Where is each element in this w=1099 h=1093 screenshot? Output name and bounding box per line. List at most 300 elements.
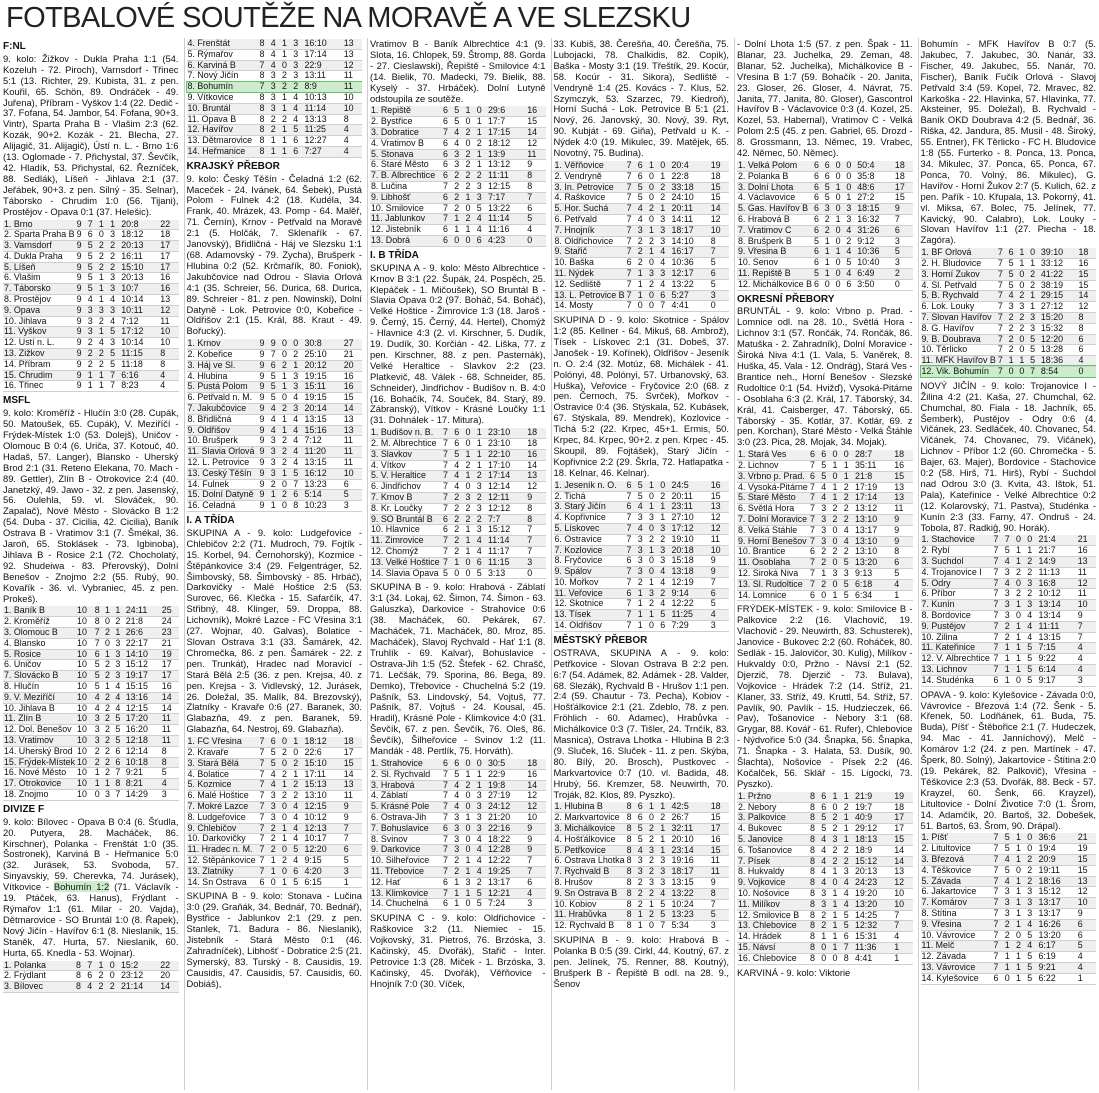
table-cell: 3 <box>659 225 670 236</box>
table-cell: 6:34 <box>854 590 893 601</box>
table-cell: 18:15 <box>856 204 894 215</box>
results-paragraph: KARVINÁ - 9. kolo: Viktorie <box>737 966 851 978</box>
table-cell: 8 <box>94 606 104 616</box>
table-cell: 25:10 <box>303 350 342 361</box>
table-cell: 4 <box>820 493 831 504</box>
table-cell: 2 <box>114 617 124 628</box>
table-cell: 6:22 <box>1037 973 1076 984</box>
table-cell: 0 <box>281 501 292 512</box>
table-cell: 3 <box>710 621 729 632</box>
table-cell: 6. Ostrava-Jih <box>370 812 442 823</box>
table-cell: 7 <box>710 247 729 258</box>
table-cell: 14. Příbram <box>3 359 76 370</box>
table-cell: 18 <box>526 759 545 769</box>
table-cell: 2 <box>1004 930 1015 941</box>
table-cell: 3 <box>845 204 856 215</box>
table-cell: 7 <box>292 479 303 490</box>
table-cell: 12. Ústí n. L. <box>3 338 76 349</box>
table-cell: 6 <box>526 877 545 888</box>
table-cell: 2 <box>104 703 114 714</box>
table-cell: 3 <box>648 513 659 524</box>
table-row <box>187 747 363 758</box>
table-cell: 4 <box>1026 941 1037 952</box>
table-cell: 8 <box>809 856 820 867</box>
table-cell: 2 <box>98 262 109 273</box>
table-cell: 5 <box>637 481 648 491</box>
table-cell: 0 <box>1015 578 1026 589</box>
table-row <box>554 204 730 215</box>
table-cell: 0 <box>1008 366 1019 377</box>
table-cell: 0 <box>824 279 835 290</box>
table-row <box>3 381 179 392</box>
table-cell: 10 <box>76 725 94 736</box>
table-cell: 8. Ludgeřovice <box>187 812 259 823</box>
table-cell: 2 <box>820 558 831 569</box>
table-cell: 0 <box>835 204 846 215</box>
table-cell: 0 <box>648 301 659 312</box>
table-cell: 1 <box>1004 952 1015 963</box>
table-row <box>370 802 546 813</box>
table-cell: 16:11 <box>120 251 159 262</box>
table-cell: 12. Široká Niva <box>737 568 809 579</box>
table-cell: 3 <box>476 182 487 193</box>
table-cell: 11 <box>1077 589 1096 600</box>
table-row <box>3 617 179 628</box>
table-cell: 12. Sedliště <box>554 279 626 290</box>
table-cell: 2 <box>270 834 281 845</box>
table-cell: 0 <box>1026 844 1037 855</box>
table-cell: 22:6 <box>303 747 342 758</box>
table-cell: 2. Sl. Rychvald <box>370 769 442 780</box>
table-cell: 14 <box>526 780 545 791</box>
table-cell: 9. Spálov <box>554 567 626 578</box>
standings-table <box>921 248 1097 378</box>
table-cell: 6:15 <box>303 877 342 888</box>
table-cell: 8 <box>809 899 820 910</box>
table-cell: 9 <box>893 536 912 547</box>
table-cell: 8 <box>809 845 820 856</box>
table-cell: 4 <box>1077 665 1096 676</box>
table-cell: 5 <box>637 824 648 835</box>
table-cell: 7 <box>259 812 270 823</box>
table-cell: 10 <box>76 606 94 616</box>
table-cell: 1 <box>1015 876 1026 887</box>
table-row <box>187 447 363 458</box>
table-cell: 2 <box>637 888 648 899</box>
table-cell: 9 <box>76 381 87 392</box>
table-cell: 1 <box>1015 632 1026 643</box>
table-cell: 4 <box>292 414 303 425</box>
table-cell: 33:12 <box>1040 259 1078 270</box>
table-cell: 11. Slavia Orlová <box>187 447 259 458</box>
table-cell: 9 <box>893 515 912 526</box>
table-cell: 2 <box>843 547 854 558</box>
table-cell: 6 <box>343 479 362 490</box>
table-cell: 2 <box>292 780 303 791</box>
table-cell: 11:11 <box>487 171 526 182</box>
table-cell: 1 <box>104 682 114 693</box>
table-cell: 9 <box>259 360 270 371</box>
table-row <box>187 791 363 802</box>
table-cell: 1 <box>843 461 854 472</box>
table-cell: 6 <box>1077 919 1096 930</box>
table-cell: 3 <box>659 556 670 567</box>
table-row <box>187 360 363 371</box>
table-cell: 16 <box>526 106 545 116</box>
table-cell: 8 <box>626 888 637 899</box>
table-row <box>3 790 179 801</box>
table-cell: 20 <box>343 360 362 371</box>
table-cell: 21 <box>161 638 179 649</box>
table-cell: 17:19 <box>854 482 893 493</box>
table-cell: 5 <box>161 768 179 779</box>
table-cell: 10. Těrlicko <box>921 345 997 356</box>
table-row <box>554 193 730 204</box>
table-cell: 11 <box>343 82 362 93</box>
table-cell: 15:13 <box>303 780 342 791</box>
table-row <box>921 557 1097 568</box>
table-cell: 6 <box>292 136 303 147</box>
table-row <box>3 971 179 982</box>
table-cell: 7:12 <box>120 316 159 327</box>
table-cell: 3. Olomouc B <box>3 628 76 639</box>
table-cell: 5. Lískovec <box>554 523 626 534</box>
table-cell: 10 <box>893 888 912 899</box>
table-cell: 9 <box>259 447 270 458</box>
table-cell: 11:14 <box>487 536 526 547</box>
table-cell: 9 <box>76 338 87 349</box>
table-row <box>737 482 913 493</box>
table-cell: 13:10 <box>854 547 893 558</box>
table-row <box>370 439 546 450</box>
table-cell: 7 <box>626 193 637 204</box>
table-cell: 4 <box>637 845 648 856</box>
table-row <box>187 737 363 747</box>
table-cell: 9 <box>526 834 545 845</box>
table-cell: 0 <box>831 536 842 547</box>
table-cell: 3 <box>1029 313 1040 324</box>
table-cell: 2 <box>648 888 659 899</box>
table-cell: 7 <box>993 930 1004 941</box>
table-cell: 6 <box>442 225 453 236</box>
table-cell: 3 <box>453 160 464 171</box>
table-cell: 16:32 <box>856 214 894 225</box>
table-cell: 1 <box>820 932 831 943</box>
table-cell: 4 <box>843 899 854 910</box>
table-cell: 7 <box>442 460 453 471</box>
table-cell: 1 <box>87 381 98 392</box>
table-cell: 4 <box>270 414 281 425</box>
table-cell: 0 <box>1015 611 1026 622</box>
table-cell: 12 <box>1078 302 1097 313</box>
table-cell: 1. Strahovice <box>370 759 442 769</box>
table-cell: 7 <box>993 621 1004 632</box>
table-cell: 6 <box>1078 345 1097 356</box>
table-cell: 8. Kr. Loučky <box>370 503 442 514</box>
table-cell: 0 <box>835 193 846 204</box>
table-cell: 6. Petřvald <box>554 214 626 225</box>
table-cell: 0 <box>281 350 292 361</box>
table-cell: 22:16 <box>487 823 526 834</box>
table-cell: 1. Velká Polom <box>737 161 813 171</box>
table-cell: 7 <box>997 366 1008 377</box>
table-cell: 18 <box>894 161 913 171</box>
table-cell: 9 <box>76 327 87 338</box>
table-cell: 7 <box>626 513 637 524</box>
table-cell: 5. Hor. Suchá <box>554 204 626 215</box>
table-row <box>187 136 363 147</box>
table-cell: 18:13 <box>854 834 893 845</box>
table-cell: 12 <box>710 214 729 225</box>
table-cell: 5 <box>476 203 487 214</box>
table-cell: 9 <box>526 160 545 171</box>
results-paragraph: Bohumín - MFK Havířov B 0:7 (5. Jakubec, 7. Jakubec, 30. Nanár, 33. Fischer, 49. Jakubec, 55. Nanár, 70. Fischer), Baník Fučík Orlová - Slavoj Petřvald 3:4 (59. Kopel, 72. Mravec, 82. Karkoška - 22. Hlavinka, 57. Hlavinka, 77. Aksteiner, 95. Doležal), B. Rychvald - Baník OKD Doubrava 4:2 (5. Bednář, 36. Riška, 42. Jandura, 85. Musil - 48. Široký, 55. Entner), FK Těrlicko - FC H. Bludovice 1:8 (55. Furterko - 8. Ponca, 13. Ponca, 34. Mikulec, 37. Ponca, 65. Ponca, 67. Ponca, 70. Volný, 86. Mikulec), G. Havířov - Horní Žukov 2:7 (5. Kulich, 62. z pen. Pařík - 10. Křupala, 13. Pokorný, 41. vl. Miksa, 67. Bolec, 75. Jelínek, 77. Kavický, 90. Calabro), Lok. Louky - Slovan Havířov 1:1 (27. Piecha - 18. Zagóra). <box>920 38 1096 246</box>
table-cell: 20:9 <box>1037 855 1076 866</box>
table-cell: 10. Žilina <box>921 632 993 643</box>
table-cell: 15:32 <box>1040 323 1078 334</box>
table-cell: 13. Klimkovice <box>370 888 442 899</box>
table-cell: 4 <box>292 436 303 447</box>
table-cell: 4 <box>659 599 670 610</box>
table-cell: 0 <box>831 579 842 590</box>
table-cell: 24:10 <box>671 193 710 204</box>
table-cell: 5 <box>453 449 464 460</box>
table-cell: 3 <box>637 556 648 567</box>
table-row <box>737 493 913 504</box>
table-cell: 4 <box>476 834 487 845</box>
table-cell: 1 <box>831 942 842 953</box>
table-cell: 7 <box>997 269 1008 280</box>
table-cell: 9:13 <box>854 568 893 579</box>
table-cell: 1 <box>843 792 854 802</box>
table-cell: 4 <box>453 780 464 791</box>
table-cell: 14:25 <box>854 910 893 921</box>
table-cell: 5 <box>1029 334 1040 345</box>
table-cell: 0 <box>659 161 670 171</box>
table-cell: 18 <box>710 802 729 812</box>
table-cell: 0 <box>648 491 659 502</box>
table-row <box>3 606 179 616</box>
table-cell: 8. Bohumín <box>187 82 259 93</box>
table-row <box>921 654 1097 665</box>
table-cell: 5 <box>813 236 824 247</box>
table-cell: 23 <box>161 628 179 639</box>
table-cell: 0 <box>464 439 475 450</box>
table-cell: 35:8 <box>856 171 894 182</box>
table-cell: 5. Rosice <box>3 649 76 660</box>
table-cell: 5. Petřkovice <box>554 845 626 856</box>
table-cell: 1 <box>648 577 659 588</box>
table-cell: 1 <box>281 414 292 425</box>
table-cell: 1 <box>292 769 303 780</box>
table-cell: 3. In. Petrovice <box>554 182 626 193</box>
table-cell: 8 <box>626 899 637 910</box>
table-cell: 14 <box>526 128 545 139</box>
table-cell: 3 <box>659 214 670 225</box>
table-row <box>3 757 179 768</box>
table-cell: 4 <box>710 610 729 621</box>
table-cell: 4 <box>114 692 124 703</box>
table-cell: 7 <box>442 128 453 139</box>
table-cell: 12:15 <box>487 182 526 193</box>
table-cell: 1 <box>114 628 124 639</box>
table-cell: 15:20 <box>1040 313 1078 324</box>
table-cell: 7 <box>442 866 453 877</box>
table-cell: 11. Třebovice <box>370 866 442 877</box>
table-cell: 12 <box>343 60 362 71</box>
table-cell: 11:16 <box>487 225 526 236</box>
table-cell: 5 <box>1026 675 1037 686</box>
table-cell: 18:17 <box>671 225 710 236</box>
table-cell: 3 <box>94 736 104 747</box>
table-row <box>554 824 730 835</box>
table-cell: 3 <box>1029 323 1040 334</box>
table-cell: 3 <box>476 192 487 203</box>
table-cell: 7 <box>809 558 820 569</box>
table-cell: 28:7 <box>854 450 893 460</box>
table-row <box>187 834 363 845</box>
table-cell: 2 <box>648 867 659 878</box>
standings-table <box>187 339 363 512</box>
table-cell: 7:24 <box>487 899 526 910</box>
table-cell: 2 <box>659 193 670 204</box>
table-cell: 2 <box>476 471 487 482</box>
table-cell: 8. Lučina <box>370 182 442 193</box>
table-cell: 7 <box>993 898 1004 909</box>
table-cell: 12:14 <box>125 746 161 757</box>
table-cell: 20 <box>159 971 178 982</box>
table-cell: 1 <box>87 370 98 381</box>
table-cell: 20:10 <box>671 834 710 845</box>
table-cell: 3 <box>453 823 464 834</box>
table-cell: 6 <box>86 971 97 982</box>
table-cell: 13:18 <box>670 567 709 578</box>
table-cell: 4 <box>843 878 854 889</box>
table-cell: 38:19 <box>1040 280 1078 291</box>
table-cell: 17 <box>159 241 178 252</box>
table-cell: 5. B. Rychvald <box>921 291 997 302</box>
table-cell: 0 <box>835 225 846 236</box>
table-cell: 2 <box>98 251 109 262</box>
table-cell: 10:17 <box>303 834 342 845</box>
table-cell: 10:40 <box>856 258 894 269</box>
table-cell: 0 <box>820 590 831 601</box>
table-cell: 2 <box>824 214 835 225</box>
table-row <box>370 547 546 558</box>
table-cell: 6 <box>813 225 824 236</box>
table-cell: 6 <box>813 171 824 182</box>
table-cell: 8 <box>259 114 270 125</box>
table-cell: 3 <box>659 236 670 247</box>
table-cell: 2 <box>98 359 109 370</box>
table-cell: 1 <box>1015 643 1026 654</box>
table-cell: 4 <box>292 425 303 436</box>
table-cell: 11 <box>161 725 179 736</box>
table-cell: 2 <box>843 493 854 504</box>
table-cell: 4. Trojanovice I <box>921 567 993 578</box>
table-row <box>187 393 363 404</box>
table-cell: 6 <box>292 146 303 157</box>
table-cell: 3 <box>820 536 831 547</box>
table-cell: 7 <box>626 279 637 290</box>
table-cell: 1 <box>893 953 912 964</box>
table-cell: 9:21 <box>1037 962 1076 973</box>
table-row <box>737 450 913 460</box>
table-cell: 15:18 <box>670 556 709 567</box>
table-cell: 7 <box>626 301 637 312</box>
table-cell: 4 <box>343 136 362 147</box>
table-cell: 3 <box>820 525 831 536</box>
table-cell: 9:22 <box>1037 654 1076 665</box>
table-cell: 8 <box>259 92 270 103</box>
table-cell: 3 <box>1008 302 1019 313</box>
table-cell: 10 <box>76 757 94 768</box>
table-cell: 11. Jablunkov <box>370 214 442 225</box>
table-cell: 1 <box>114 606 124 616</box>
table-cell: 4 <box>476 536 487 547</box>
table-cell: 2 <box>97 982 108 993</box>
table-cell: 4. Sl. Petřvald <box>921 280 997 291</box>
table-cell: 7 <box>809 525 820 536</box>
table-cell: 13:20 <box>1037 930 1076 941</box>
table-row <box>554 588 730 599</box>
table-cell: 13 <box>343 414 362 425</box>
table-cell: 12:14 <box>487 482 526 493</box>
table-cell: 8 <box>1078 323 1097 334</box>
table-cell: 7 <box>809 536 820 547</box>
table-cell: 2 <box>104 660 114 671</box>
results-paragraph: 9. kolo: Žižkov - Dukla Praha 1:1 (54. Kozeluh - 72. Piroch), Varnsdorf - Třinec 5:1 (13. Richter, 29. Kubista, 31. z pen. Kouřil, 65. Schön, 89. Ondráček - 49. Juřena), Příbram - Vyškov 1:4 (22. Dedič - 37. Fofana, 54. Jambor, 54. Fofana, 90+3. Vintr), Sparta Praha B - Vlašim 2:3 (62. Kozák, 90+2. Kozák - 21. Blecha, 27. Alijagič, 31. Alijagič), Ústí n. L. - Brno 1:6 (13. Oglomade - 7. Přichystal, 37. Ševčík, 42. Hladík, 53. Přichystal, 62. Řezníček, 88. Sedlák), Líšeň - Jihlava 2:1 (37. Jeřábek, 90+3. z pen. Silný - 35. Selnar), Táborsko - Chrudim 1:0 (56. Tijani), Prostějov - Opava 0:1 (37. Helešic). <box>3 52 179 217</box>
table-cell: 4 <box>476 547 487 558</box>
table-cell: 1. Věřňovice <box>554 161 626 171</box>
table-cell: 4 <box>820 856 831 867</box>
table-cell: 0 <box>648 813 659 824</box>
table-cell: 13. Velké Hoštice <box>370 557 442 568</box>
table-cell: 9 <box>76 220 87 230</box>
table-cell: 0 <box>104 638 114 649</box>
table-cell: 9. Opava <box>3 305 76 316</box>
table-cell: 8 <box>626 834 637 845</box>
table-cell: 7 <box>526 866 545 877</box>
table-cell: 2 <box>109 251 120 262</box>
table-cell: 3 <box>292 404 303 415</box>
table-cell: 1 <box>637 910 648 921</box>
table-cell: 11:15 <box>120 349 159 360</box>
table-cell: 7 <box>993 952 1004 963</box>
table-cell: 4 <box>1077 654 1096 665</box>
table-cell: 4 <box>292 812 303 823</box>
table-cell: 12. Smilovice B <box>737 910 809 921</box>
table-cell: 8 <box>75 971 86 982</box>
table-cell: 3 <box>109 230 120 241</box>
table-row <box>921 908 1097 919</box>
table-cell: 8 <box>259 125 270 136</box>
table-cell: 11. Melč <box>921 941 993 952</box>
table-cell: 0 <box>464 802 475 813</box>
table-cell: 1 <box>648 502 659 513</box>
table-cell: 3. Březová <box>921 855 993 866</box>
table-cell: 4 <box>292 92 303 103</box>
table-cell: 9 <box>76 273 87 284</box>
table-cell: 1 <box>893 590 912 601</box>
table-cell: 7 <box>993 589 1004 600</box>
table-cell: 12:11 <box>487 493 526 504</box>
table-cell: 9 <box>259 339 270 349</box>
table-cell: 4 <box>845 247 856 258</box>
table-cell: 12:20 <box>1040 334 1078 345</box>
results-paragraph: OSTRAVA, SKUPINA A - 9. kolo: Petřkovice - Slovan Ostrava B 2:2 pen. 6:7 (54. Adámek, 82. Adámek - 28. Valder, 68. Slezák), Rychvald B - Hrušov 1:1 pen. 2:4 (59. Chautur - 73. Pecha), Kobiov - Hošťálkovice 2:1 (21. Zdeblo, 78. z pen. Fröhlich - 60. Adamec), Hrabůvka - Michálkovice 0:3 (7. Tišler, 24. Trnčík, 83. Masnica), Ostrava Lhotka - Hlubina B 2:3 (9. Sluček, 16. Sluček - 11. z pen. Skýba, 80. Bílý, 20. Brosch), Pustkovec - Markvartovice 0:7 (10. vl. Badida, 48. Hrubý, 56. Kremzer, 58. Neuwirth, 70. Troják, 82. Klos, 89. Pyszko). <box>553 646 729 800</box>
table-cell: 5. Závada <box>921 876 993 887</box>
